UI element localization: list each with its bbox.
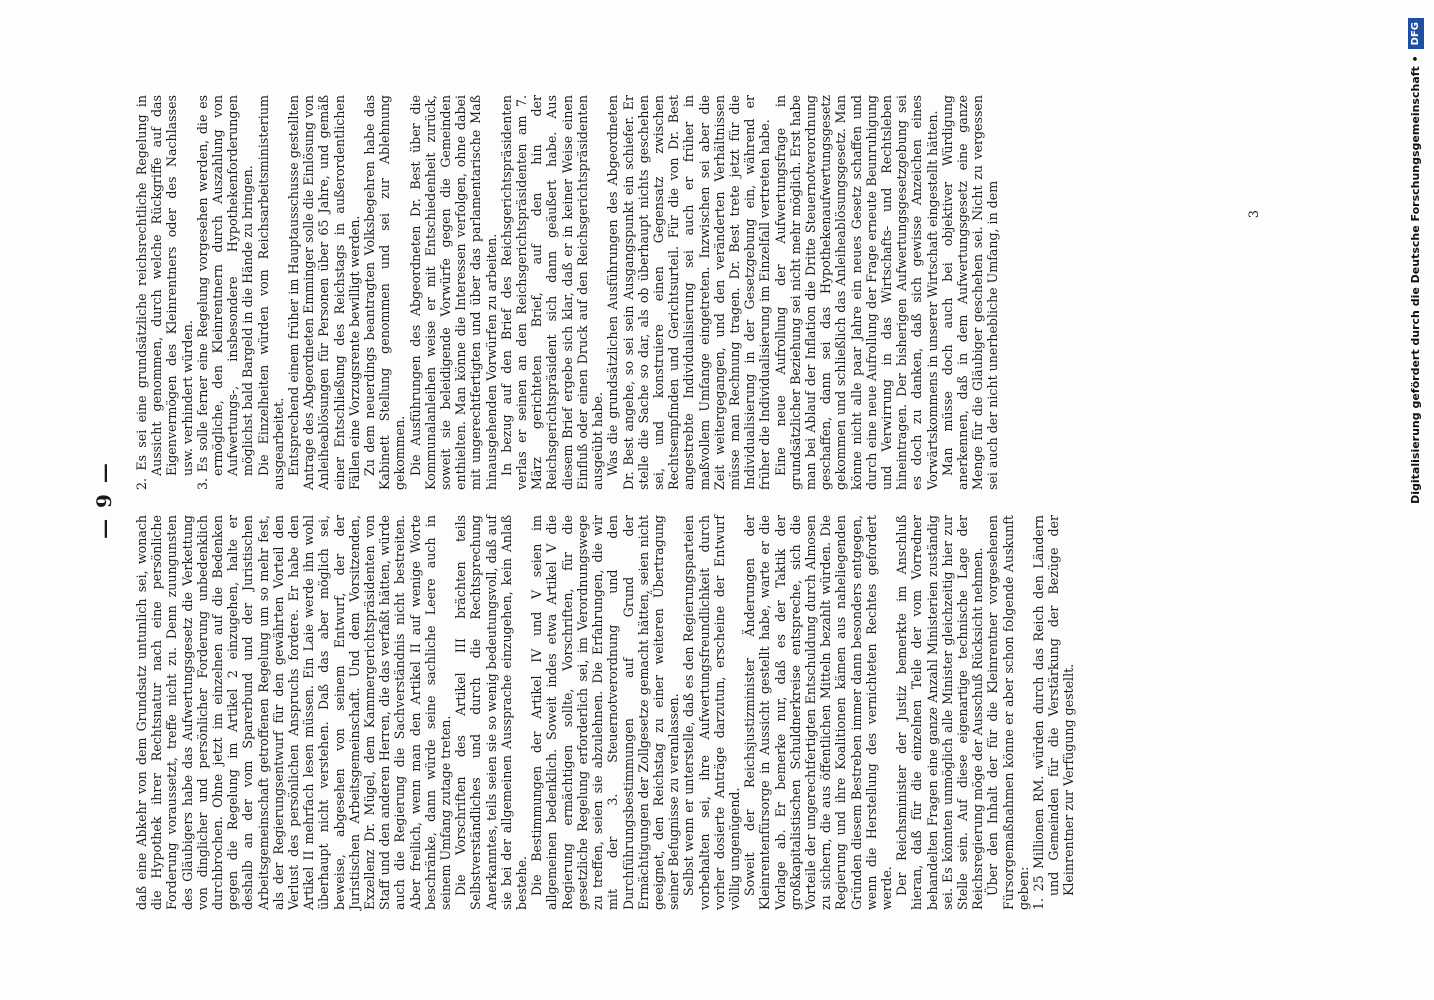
- text-column-right: [134, 95, 1001, 490]
- funding-notice-text: Digitalisierung gefördert durch die Deutsche Forschungsgemeinschaft •: [1409, 55, 1422, 504]
- paragraph: Über den Inhalt der für die Kleinrentner vorgesehenen Fürsorgemaßnahmen könne er aber schon folgende Auskunft geben:: [985, 515, 1031, 910]
- document-page: [92, 90, 1292, 910]
- paragraph: Soweit der Reichsjustizminister Änderungen der Kleinrentenfürsorge in Aussicht gestellt habe, warte er die Vorlage ab. Er bemerke nur, daß es der Taktik der großkapitalistischen Schuldnerkreise entspreche, sich die Vorteile der ungerechtfertigten Entschuldung durch Almosen zu sichern, die aus öffentlichen Mitteln bezahlt würden. Die Regierung und ihre Koalitionen kämen aus naheliegenden Gründen diesem Bestreben immer dann besonders entgegen, wenn die Herstellung des vernichteten Rechtes gefordert werde.: [742, 515, 894, 910]
- paragraph: Man müsse doch auch bei objektiver Würdigung anerkennen, daß in dem Aufwertungsgesetz eine ganze Menge für die Gläubiger geschehen sei. Nicht zu vergessen sei auch der nicht unerhebliche Umfang, in dem: [939, 95, 1001, 490]
- sheet-number: 3: [1247, 210, 1262, 219]
- funding-notice: [1406, 10, 1426, 990]
- paragraph: Die Bestimmungen der Artikel IV und V seien im allgemeinen bedenklich. Soweit indes etwa Artikel V die Regierung ermächtigen sollte, Vorschriften, für die gesetzliche Regelung erforderlich sei, im Verordnungswege zu treffen, seien sie abzulehnen. Die Erfahrungen, die wir mit der 3. Steuernotverordnung und den Durchführungsbestimmungen auf Grund der Ermächtigungen der Zollgesetze gemacht hätten, seien nicht geeignet, den Reichstag zu einer weiteren Übertragung seiner Befugnisse zu veranlassen.: [529, 515, 682, 910]
- paragraph: Was die grundsätzlichen Ausführungen des Abgeordneten Dr. Best angehe, so sei sein Ausgangspunkt ein schiefer. Er stelle die Sache so dar, als ob überhaupt nichts geschehen sei, und konstruiere einen Gegensatz zwischen Rechtsempfinden und Gerichtsurteil. Für die von Dr. Best angestrebte Individualisierung sei auch er früher in maßvollem Umfange eingetreten. Inzwischen sei aber die Zeit weitergegangen, und den veränderten Verhältnissen müsse man Rechnung tragen. Dr. Best trete jetzt für die Individualisierung in der Gesetzgebung ein, während er früher die Individualisierung im Einzelfall vertreten habe.: [605, 95, 773, 490]
- dfg-logo: DFG: [1408, 18, 1424, 49]
- paragraph: Der Reichsminister der Justiz bemerkte im Anschluß hieran, daß für die einzelnen Teile der vom Vorredner behandelten Fragen eine ganze Anzahl Ministerien zuständig sei. Es könnten unmöglich alle Minister gleichzeitig hier zur Stelle sein. Auf diese eigenartige technische Lage der Reichsregierung möge der Ausschuß Rücksicht nehmen.: [894, 515, 986, 910]
- paragraph: Die Vorschriften des Artikel III brächten teils Selbstverständliches und durch die Rechtsprechung Anerkanntes, teils seien sie so wenig bedeutungsvoll, daß auf sie bei der allgemeinen Aussprache einzugehen, kein Anlaß bestehe.: [453, 515, 530, 910]
- list-item: 1. 25 Millionen RM. würden durch das Reich den Ländern und Gemeinden für die Verstärkung der Bezüge der Kleinrentner zur Verfügung gestellt.: [1030, 515, 1077, 910]
- page-number: — 9 —: [92, 461, 116, 539]
- paragraph: Eine neue Aufrollung der Aufwertungsfrage in grundsätzlicher Beziehung sei nicht mehr möglich. Erst habe man bei Ablauf der Inflation die Dritte Steuernotverordnung geschaffen, dann sei das Hypothekenaufwertungsgesetz gekommen und schließlich das Anleiheablösungsgesetz. Man könne nicht alle paar Jahre ein neues Gesetz schaffen und durch eine neue Aufrollung der Frage erneute Beunruhigung und Verwirrung in das Wirtschafts- und Rechtsleben hineintragen. Der bisherigen Aufwertungsgesetzgebung sei es doch zu danken, daß sich gewisse Anzeichen eines Vorwärtskommens in unserer Wirtschaft eingestellt hätten.: [772, 95, 940, 490]
- paragraph: Entsprechend einem früher im Hauptausschusse gestellten Antrage des Abgeordneten Emminger solle die Einlösung von Anleiheablösungen für Personen über 65 Jahre, und gemäß einer Entschließung des Reichstags in außerordentlichen Fällen eine Vorzugsrente bewilligt werden.: [286, 95, 362, 490]
- paragraph: In bezug auf den Brief des Reichsgerichtspräsidenten verlas er seinen an den Reichsgerichtspräsidenten am 7. März gerichteten Brief, auf den hin der Reichsgerichtspräsident sich dann geäußert habe. Aus diesem Brief ergebe sich klar, daß er in keiner Weise einen Einfluß oder einen Druck auf den Reichsgerichtspräsidenten ausgeübt habe.: [498, 95, 606, 490]
- paragraph: Zu dem neuerdings beantragten Volksbegehren habe das Kabinett Stellung genommen und sei zur Ablehnung gekommen.: [362, 95, 408, 490]
- paragraph: Selbst wenn er unterstelle, daß es den Regierungsparteien vorbehalten sei, ihre Aufwertungsfreundlichkeit durch vorher dosierte Anträge darzutun, erscheine der Entwurf völlig ungenügend.: [681, 515, 742, 910]
- paragraph: Die Ausführungen des Abgeordneten Dr. Best über die Kommunalanleihen weise er mit Entschiedenheit zurück, soweit sie beleidigende Vorwürfe gegen die Gemeinden enthielten. Man könne die Interessen verfolgen, ohne dabei mit ungerechtfertigten und über das parlamentarische Maß hinausgehenden Vorwürfen zu arbeiten.: [407, 95, 499, 490]
- list-item: 2. Es sei eine grundsätzliche reichsrechtliche Regelung in Aussicht genommen, durch welche Rückgriffe auf das Eigenvermögen des Kleinrentners oder des Nachlasses usw. verhindert würden.: [134, 95, 195, 490]
- text-column-left: [134, 515, 1077, 910]
- paragraph: daß eine Abkehr von dem Grundsatz untunlich sei, wonach die Hypothek ihrer Rechtsnatur nach eine persönliche Forderung voraussetzt, treffe nicht zu. Denn zuungunsten des Gläubigers habe das Aufwertungsgesetz die Verkettung von dinglicher und persönlicher Forderung unbedenklich durchbrochen. Ohne jetzt im einzelnen auf die Bedenken gegen die Regelung im Artikel 2 einzugehen, halte er deshalb an der vom Sparerbund und der Juristischen Arbeitsgemeinschaft getroffenen Regelung um so mehr fest, als der Regierungsentwurf für den gewährten Vorteil den Verlust des persönlichen Anspruchs fordere. Er habe den Artikel II mehrfach lesen müssen. Ein Laie werde ihn wohl überhaupt nicht verstehen. Daß das aber möglich sei, beweise, abgesehen von seinem Entwurf, der der Juristischen Arbeitsgemeinschaft. Und dem Vorsitzenden, Exzellenz Dr. Mügel, dem Kammergerichtspräsidenten von Staff und den anderen Herren, die das verfaßt hätten, würde auch die Regierung die Sachverständnis nicht bestreiten. Aber freilich, wenn man den Artikel II auf wenige Worte beschränke, dann würde seine sachliche Leere auch in seinem Umfang zutage treten.: [134, 515, 454, 910]
- list-item: 3. Es solle ferner eine Regelung vorgesehen werden, die es ermögliche, den Kleinrentnern durch Auszahlung von Aufwertungs-, insbesondere Hypothekenforderungen möglichst bald Bargeld in die Hände zu bringen.: [194, 95, 256, 490]
- paragraph: Die Einzelheiten würden vom Reichsarbeitsministerium ausgearbeitet.: [255, 95, 286, 490]
